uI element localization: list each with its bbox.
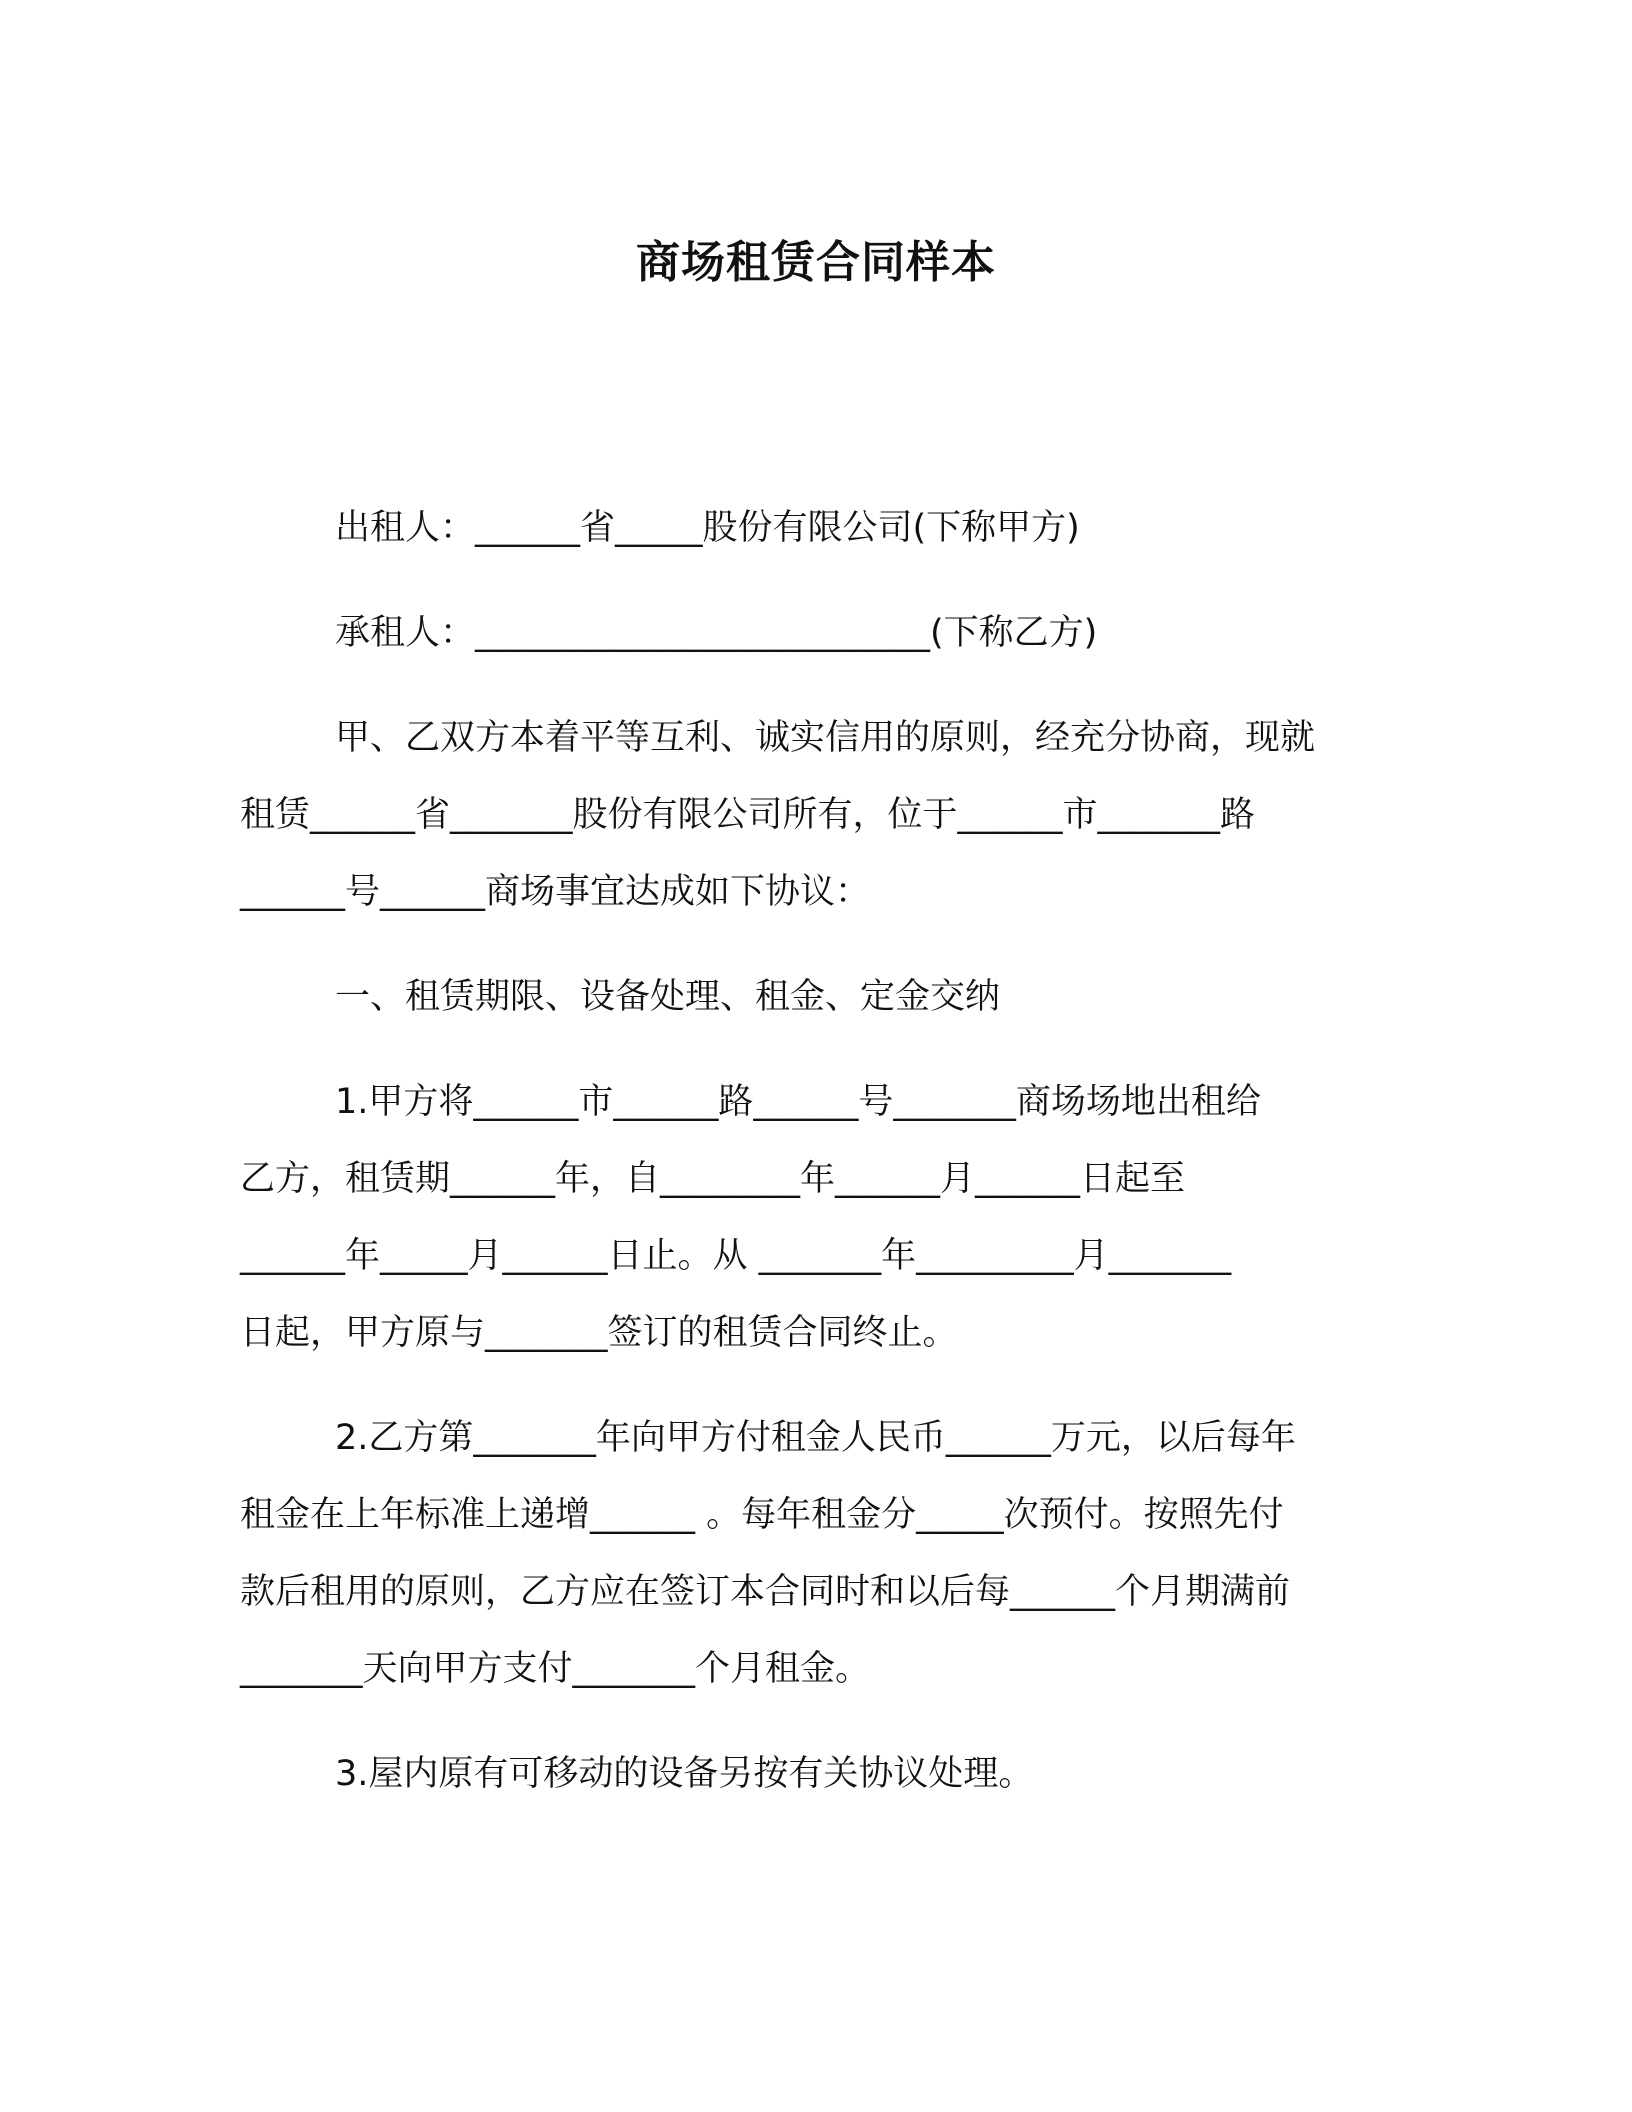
body-line: 出租人：______省_____股份有限公司(下称甲方) xyxy=(335,508,1080,548)
paragraph-spacer xyxy=(240,931,1390,959)
body-line: 乙方，租赁期______年，自________年______月______日起至 xyxy=(240,1159,1186,1199)
document-title: 商场租赁合同样本 xyxy=(636,237,996,288)
body-line: 租赁______省_______股份有限公司所有，位于______市_______路 xyxy=(240,795,1256,835)
body-line: 承租人：__________________________(下称乙方) xyxy=(335,613,1098,653)
paragraph-spacer xyxy=(240,1708,1390,1736)
body-line: 2.乙方第_______年向甲方付租金人民币______万元，以后每年 xyxy=(335,1418,1296,1458)
paragraph-spacer xyxy=(240,567,1390,595)
body-line: 款后租用的原则，乙方应在签订本合同时和以后每______个月期满前 xyxy=(240,1572,1291,1612)
body-line: 日起，甲方原与_______签订的租赁合同终止。 xyxy=(240,1313,958,1353)
paragraph-spacer xyxy=(240,672,1390,700)
body-line: 甲、乙双方本着平等互利、诚实信用的原则，经充分协商，现就 xyxy=(335,718,1316,758)
paragraph-spacer xyxy=(240,1036,1390,1064)
body-line: 一、租赁期限、设备处理、租金、定金交纳 xyxy=(335,977,1001,1017)
body-line: 3.屋内原有可移动的设备另按有关协议处理。 xyxy=(335,1754,1034,1794)
body-line: _______天向甲方支付_______个月租金。 xyxy=(240,1649,871,1689)
paragraph-spacer xyxy=(240,1372,1390,1400)
body-line: 租金在上年标准上递增______ 。每年租金分_____次预付。按照先付 xyxy=(240,1495,1284,1535)
document-body xyxy=(240,490,1390,1813)
body-line: ______年_____月______日止。从 _______年_________月_______ xyxy=(240,1236,1232,1276)
body-line: ______号______商场事宜达成如下协议： xyxy=(240,872,871,912)
body-line: 1.甲方将______市______路______号_______商场场地出租给 xyxy=(335,1082,1261,1122)
